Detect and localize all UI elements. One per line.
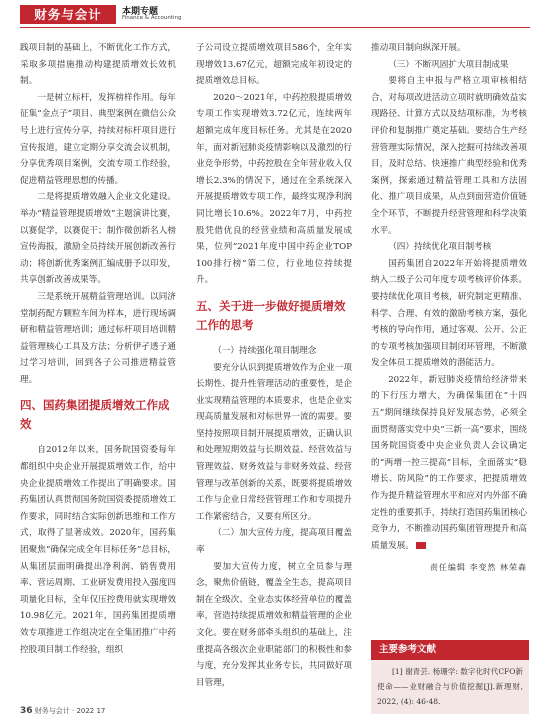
paragraph: 要充分认识到提质增效作为企业一项长期性、提升性管理活动的重要性，是企业实现精益管理的本质要求，也是企业实现高质量发展和对标世界一流的需要。要坚持按照项目制开展提质增效，正确认识和处理短期效益与长期效益、经营效益与管理效益、财务效益与非财务效益、经营管理与改革创新的关系，既要将提质增效工作与企业日常经营管理工作和专项提升工作紧密结合，又要有所区分。 xyxy=(196,362,352,522)
paragraph: 要加大宣传力度，树立全员参与理念，聚焦价值链，覆盖全生态，提高项目制在全级次、全业态实体经营单位的覆盖率，营造持续提质增效和精益管理的企业文化。要在财务部牵头组织的基础上，注重提高各级次企业职能部门的积极性和参与度，充分发挥其业务专长，共同做好项目管理， xyxy=(196,561,352,688)
paragraph: 践项目制的基础上，不断优化工作方式，采取多项措施推动构建提质增效长效机制。 xyxy=(20,43,176,87)
references-title: 主要参考文献 xyxy=(371,640,529,660)
paragraph: 推动项目制向纵深开展。 xyxy=(371,43,466,53)
paragraph: 要将自主申报与严格立项审核相结合，对每项改进活动立项时就明确效益实现路径、计算方式以及结项标准，为考核评价和复制推广奠定基础。要结合生产经营管理实际情况，深入挖掘可持续改善项目，及时总结、快速推广典型经验和优秀案例，探索通过精益管理工具和方法固化、推广项目成果，从点到面营造价值链全个环节，不断提升经营管理和科学决策水平。 xyxy=(371,76,527,236)
footer-magazine: 财务与会计 · 2022 17 xyxy=(34,707,106,715)
paragraph: 一是树立标杆，发挥榜样作用。每年征集“金点子”项目、典型案例在微信公众号上进行宣传分享，持续对标杆项目进行宣传报道，建立定期分享交流会议机制，分享优秀项目案例，交流专项工作经验，促进精益管理思想的传播。 xyxy=(20,92,176,186)
paragraph: 三是系统开展精益管理培训。以同济堂制药配方颗粒车间为样本，进行现场调研和精益管理培训；通过标杆项目培训精益管理核心工具及方法；分析伊孑透子通过学习培训，回到各子公司推进精益管理。 xyxy=(20,291,176,385)
section-title: 本期专题 xyxy=(122,7,159,17)
page-footer xyxy=(20,706,105,716)
subsection-heading: （二）加大宣传力度，提高项目覆盖率 xyxy=(196,528,352,556)
paragraph: 二是将提质增效融入企业文化建设。举办“精益管理提质增效”主题演讲比赛，以赛促学，以赛促干；制作微创新名人榜宣传海报，激励全员持续开展创新改善行动；将创新优秀案例汇编成册予以印发，共享创新改善成果等。 xyxy=(20,192,176,286)
column-left xyxy=(20,40,176,658)
subsection-heading: （四）持续优化项目制考核 xyxy=(388,242,492,253)
subsection-heading: （三）不断巩固扩大项目制成果 xyxy=(388,59,509,70)
subsection-heading: （一）持续强化项目制理念 xyxy=(213,345,317,356)
paragraph: 自2012年以来，国务院国资委每年都组织中央企业开展提质增效工作，给中央企业提质增效工作提出了明确要求。国药集团认真贯彻国务院国资委提质增效工作要求，同时结合实际创新思维和工作方式，取得了显著成效。2020年，国药集团聚焦“确保完成全年目标任务”总目标，从集团层面明确提出净利润、销售费用率、营运周期、工业研发费用投入强度四项量化目标，全年仅压控费用就实现增效10.98亿元。2021年，国药集团提质增效专项推进工作组决定在全集团推广中药控股项目制工作经验，组织 xyxy=(20,445,176,655)
column-middle xyxy=(196,40,352,691)
section-heading: 五、关于进一步做好提质增效工作的思考 xyxy=(196,298,346,332)
header-divider xyxy=(20,27,530,28)
section-subtitle: Finance & Accounting xyxy=(122,15,182,21)
magazine-logo: 财务与会计 xyxy=(20,5,116,24)
paragraph xyxy=(371,372,527,555)
closing-paragraph-text: 2022年，新冠肺炎疫情给经济带来的下行压力增大，为确保集团在“十四五”期间继续保持良好发展态势，必须全面贯彻落实党中央“三新一高”要求，围绕国务院国资委中央企业负责人会议确定的“两增一控三提高”目标，全面落实“稳增长、防风险”的工作要求，把提质增效作为提升精益管理水平和应对内外部不确定性的重要抓手，持续打造国药集团核心竞争力，不断推动国药集团管理提升和高质量发展。 xyxy=(371,374,527,551)
column-right xyxy=(371,40,527,577)
end-mark-icon xyxy=(416,542,426,549)
section-heading: 四、国药集团提质增效工作成效 xyxy=(20,398,170,432)
paragraph: 2020～2021年，中药控股提质增效专项工作实现增效3.72亿元，连续两年超额完成年度目标任务。尤其是在2020年，面对新冠肺炎疫情影响以及激烈的行业竞争形势，中药控股在全年营业收入仅增长2.3%的情况下，通过在全系统深入开展提质增效专项工作，最终实现净利润同比增长10.6%。2022年7月，中药控股凭借优良的经营业绩和高质量发展成果，位列“2021年度中国中药企业TOP 100排行榜”第二位，行业地位持续提升。 xyxy=(196,92,352,286)
page-number: 36 xyxy=(20,706,33,716)
reference-item: [1] 谢青芸. 杨珊学: 数字化时代CFO新使命——业财融合与价值挖掘[J].新理财, 2022, (4): 46-48. xyxy=(371,660,529,714)
paragraph: 子公司设立提质增效项目586个，全年实现增效13.67亿元，超额完成年初设定的提质增效总目标。 xyxy=(196,43,352,87)
references-box xyxy=(371,640,529,714)
page-header xyxy=(0,0,550,30)
editor-credit: 责任编辑 李变然 林荣森 xyxy=(429,563,527,573)
paragraph: 国药集团自2022年开始将提质增效纳入二级子公司年度专项考核评价体系。要持续优化项目考核，研究制定更精准、科学、合理、有效的激励考核方案，强化考核的导向作用，通过客观、公开、公正的专项考核加强项目制闭环管理，不断激发全体员工提质增效的潜能活力。 xyxy=(371,258,527,369)
